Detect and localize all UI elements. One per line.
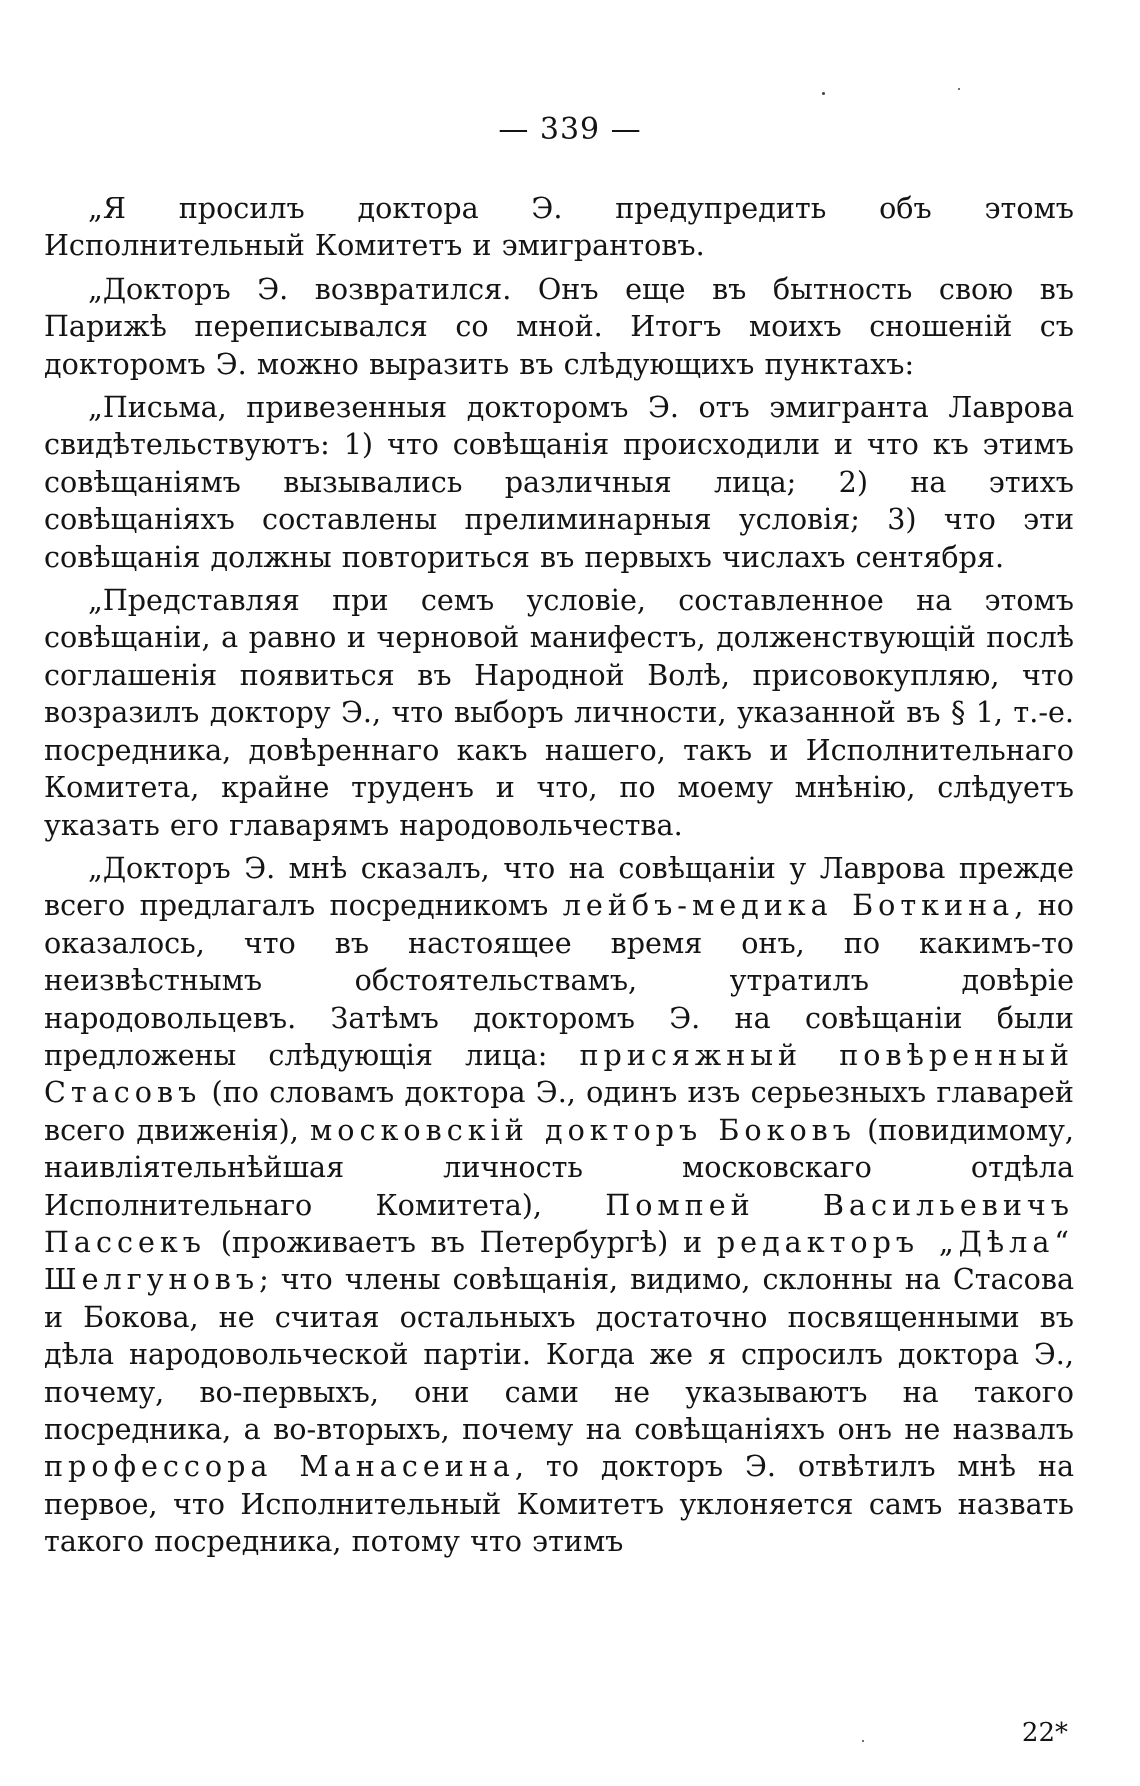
paragraph <box>44 389 1074 576</box>
scan-speck <box>958 88 960 90</box>
text-run: , но оказалось, что въ настоящее время онъ, по какимъ-то неизвѣстнымъ обстоятельствамъ, утратилъ довѣріе народовольцевъ. Затѣмъ докторомъ Э. на совѣщаніи были предложены слѣдующія лица: <box>44 888 1074 1072</box>
scan-speck <box>822 92 825 95</box>
paragraph <box>44 850 1074 1561</box>
text-run: (проживаетъ въ Петербургѣ) и <box>206 1224 717 1259</box>
signature-mark: 22* <box>1021 1718 1068 1748</box>
emphasized-name: присяжный повѣренный Стасовъ <box>44 1037 1074 1110</box>
text-run: „Докторъ Э. мнѣ сказалъ, что на совѣщаніи у Лаврова прежде всего предлагалъ посредникомъ <box>44 850 1074 923</box>
text-run: „Представляя при семъ условіе, составленное на этомъ совѣщаніи, а равно и черновой манифестъ, долженствующій послѣ соглашенія появиться въ Народной Волѣ, присовокупляю, что возразилъ доктору Э., что выборъ личности, указанной въ § 1, т.-е. посредника, довѣреннаго какъ нашего, такъ и Исполнительнаго Комитета, крайне труденъ и что, по моему мнѣнію, слѣдуетъ указать его главарямъ народовольчества. <box>44 583 1074 842</box>
text-run: (по словамъ доктора Э., одинъ изъ серьезныхъ главарей всего движенія), <box>44 1075 1074 1147</box>
emphasized-name: редакторъ „Дѣла“ Шелгуновъ <box>44 1224 1074 1297</box>
text-run: ; что члены совѣщанія, видимо, склонны на Стасова и Бокова, не считая остальныхъ достаточно посвященными въ дѣла народовольческой партіи. Когда же я спросилъ доктора Э., почему, во-первыхъ, они сами не указываютъ на такого посредника, а во-вторыхъ, почему на совѣщаніяхъ онъ не назвалъ <box>44 1262 1074 1446</box>
text-run: „Письма, привезенныя докторомъ Э. отъ эмигранта Лаврова свидѣтельствуютъ: 1) что совѣщанія происходили и что къ этимъ совѣщаніямъ вызывались различныя лица; 2) на этихъ совѣщаніяхъ составлены прелиминарныя условія; 3) что эти совѣщанія должны повториться въ первыхъ числахъ сентября. <box>44 390 1074 574</box>
body-text <box>44 190 1074 1561</box>
text-run: , то докторъ Э. отвѣтилъ мнѣ на первое, что Исполнительный Комитетъ уклоняется самъ назвать такого посредника, потому что этимъ <box>44 1449 1074 1559</box>
emphasized-name: московскій докторъ Боковъ <box>310 1112 856 1147</box>
text-run: „Я просилъ доктора Э. предупредить объ этомъ Исполнительный Комитетъ и эмигрантовъ. <box>44 191 1074 263</box>
text-run: (повидимому, наивліятельнѣйшая личность московскаго отдѣла Исполнительнаго Комитета), <box>44 1112 1074 1222</box>
emphasized-name: лейбъ-медика Боткина <box>562 888 1015 923</box>
page-number-header: — 339 — <box>498 112 642 147</box>
paragraph <box>44 271 1074 383</box>
emphasized-name: Помпей Васильевичъ Пассекъ <box>44 1187 1074 1259</box>
text-run: „Докторъ Э. возвратился. Онъ еще въ бытность свою въ Парижѣ переписывался со мной. Итогъ моихъ сношеній съ докторомъ Э. можно выразить въ слѣдующихъ пунктахъ: <box>44 271 1074 381</box>
paragraph <box>44 190 1074 265</box>
paragraph <box>44 582 1074 844</box>
scan-speck <box>862 1740 864 1742</box>
emphasized-name: профессора Манасеина <box>44 1449 515 1484</box>
